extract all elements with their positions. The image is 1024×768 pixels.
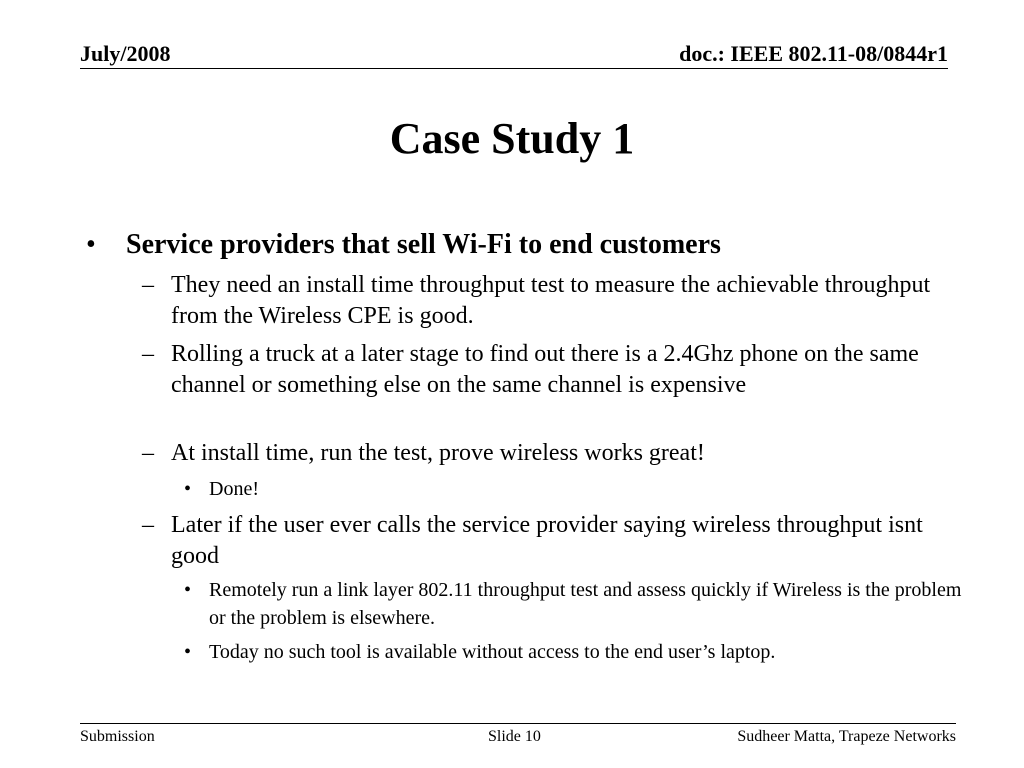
sub-bullet-2: Rolling a truck at a later stage to find out there is a 2.4Ghz phone on the same channel or something else on the same channel is expensive xyxy=(171,341,919,398)
footer-slide-number: Slide 10 xyxy=(488,728,541,745)
footer-submission: Submission xyxy=(80,728,155,745)
bullet-glyph: • xyxy=(184,579,192,601)
dash-glyph: – xyxy=(142,272,154,298)
sub-sub-bullet-1: Done! xyxy=(209,478,259,500)
bullet-glyph: • xyxy=(86,229,96,260)
slide-title: Case Study 1 xyxy=(389,114,635,163)
dash-glyph: – xyxy=(142,512,154,538)
sub-sub-bullet-3: Today no such tool is available without access to the end user’s laptop. xyxy=(209,641,776,663)
sub-bullet-4: Later if the user ever calls the service provider saying wireless throughput isnt good xyxy=(171,512,923,569)
bullet-glyph: • xyxy=(184,478,192,500)
dash-glyph: – xyxy=(142,440,154,466)
footer-divider xyxy=(80,723,956,724)
sub-sub-bullet-2: Remotely run a link layer 802.11 throughput test and assess quickly if Wireless is the problem or the problem is elsewhere. xyxy=(209,579,962,629)
dash-glyph: – xyxy=(142,341,154,367)
footer-author: Sudheer Matta, Trapeze Networks xyxy=(737,728,956,745)
header-date: July/2008 xyxy=(80,41,171,66)
bullet-glyph: • xyxy=(184,641,192,663)
sub-bullet-1: They need an install time throughput test to measure the achievable throughput from the Wireless CPE is good. xyxy=(171,272,931,329)
main-bullet: Service providers that sell Wi-Fi to end customers xyxy=(126,229,721,260)
sub-bullet-3: At install time, run the test, prove wireless works great! xyxy=(171,440,705,466)
header-doc-id: doc.: IEEE 802.11-08/0844r1 xyxy=(679,41,948,66)
